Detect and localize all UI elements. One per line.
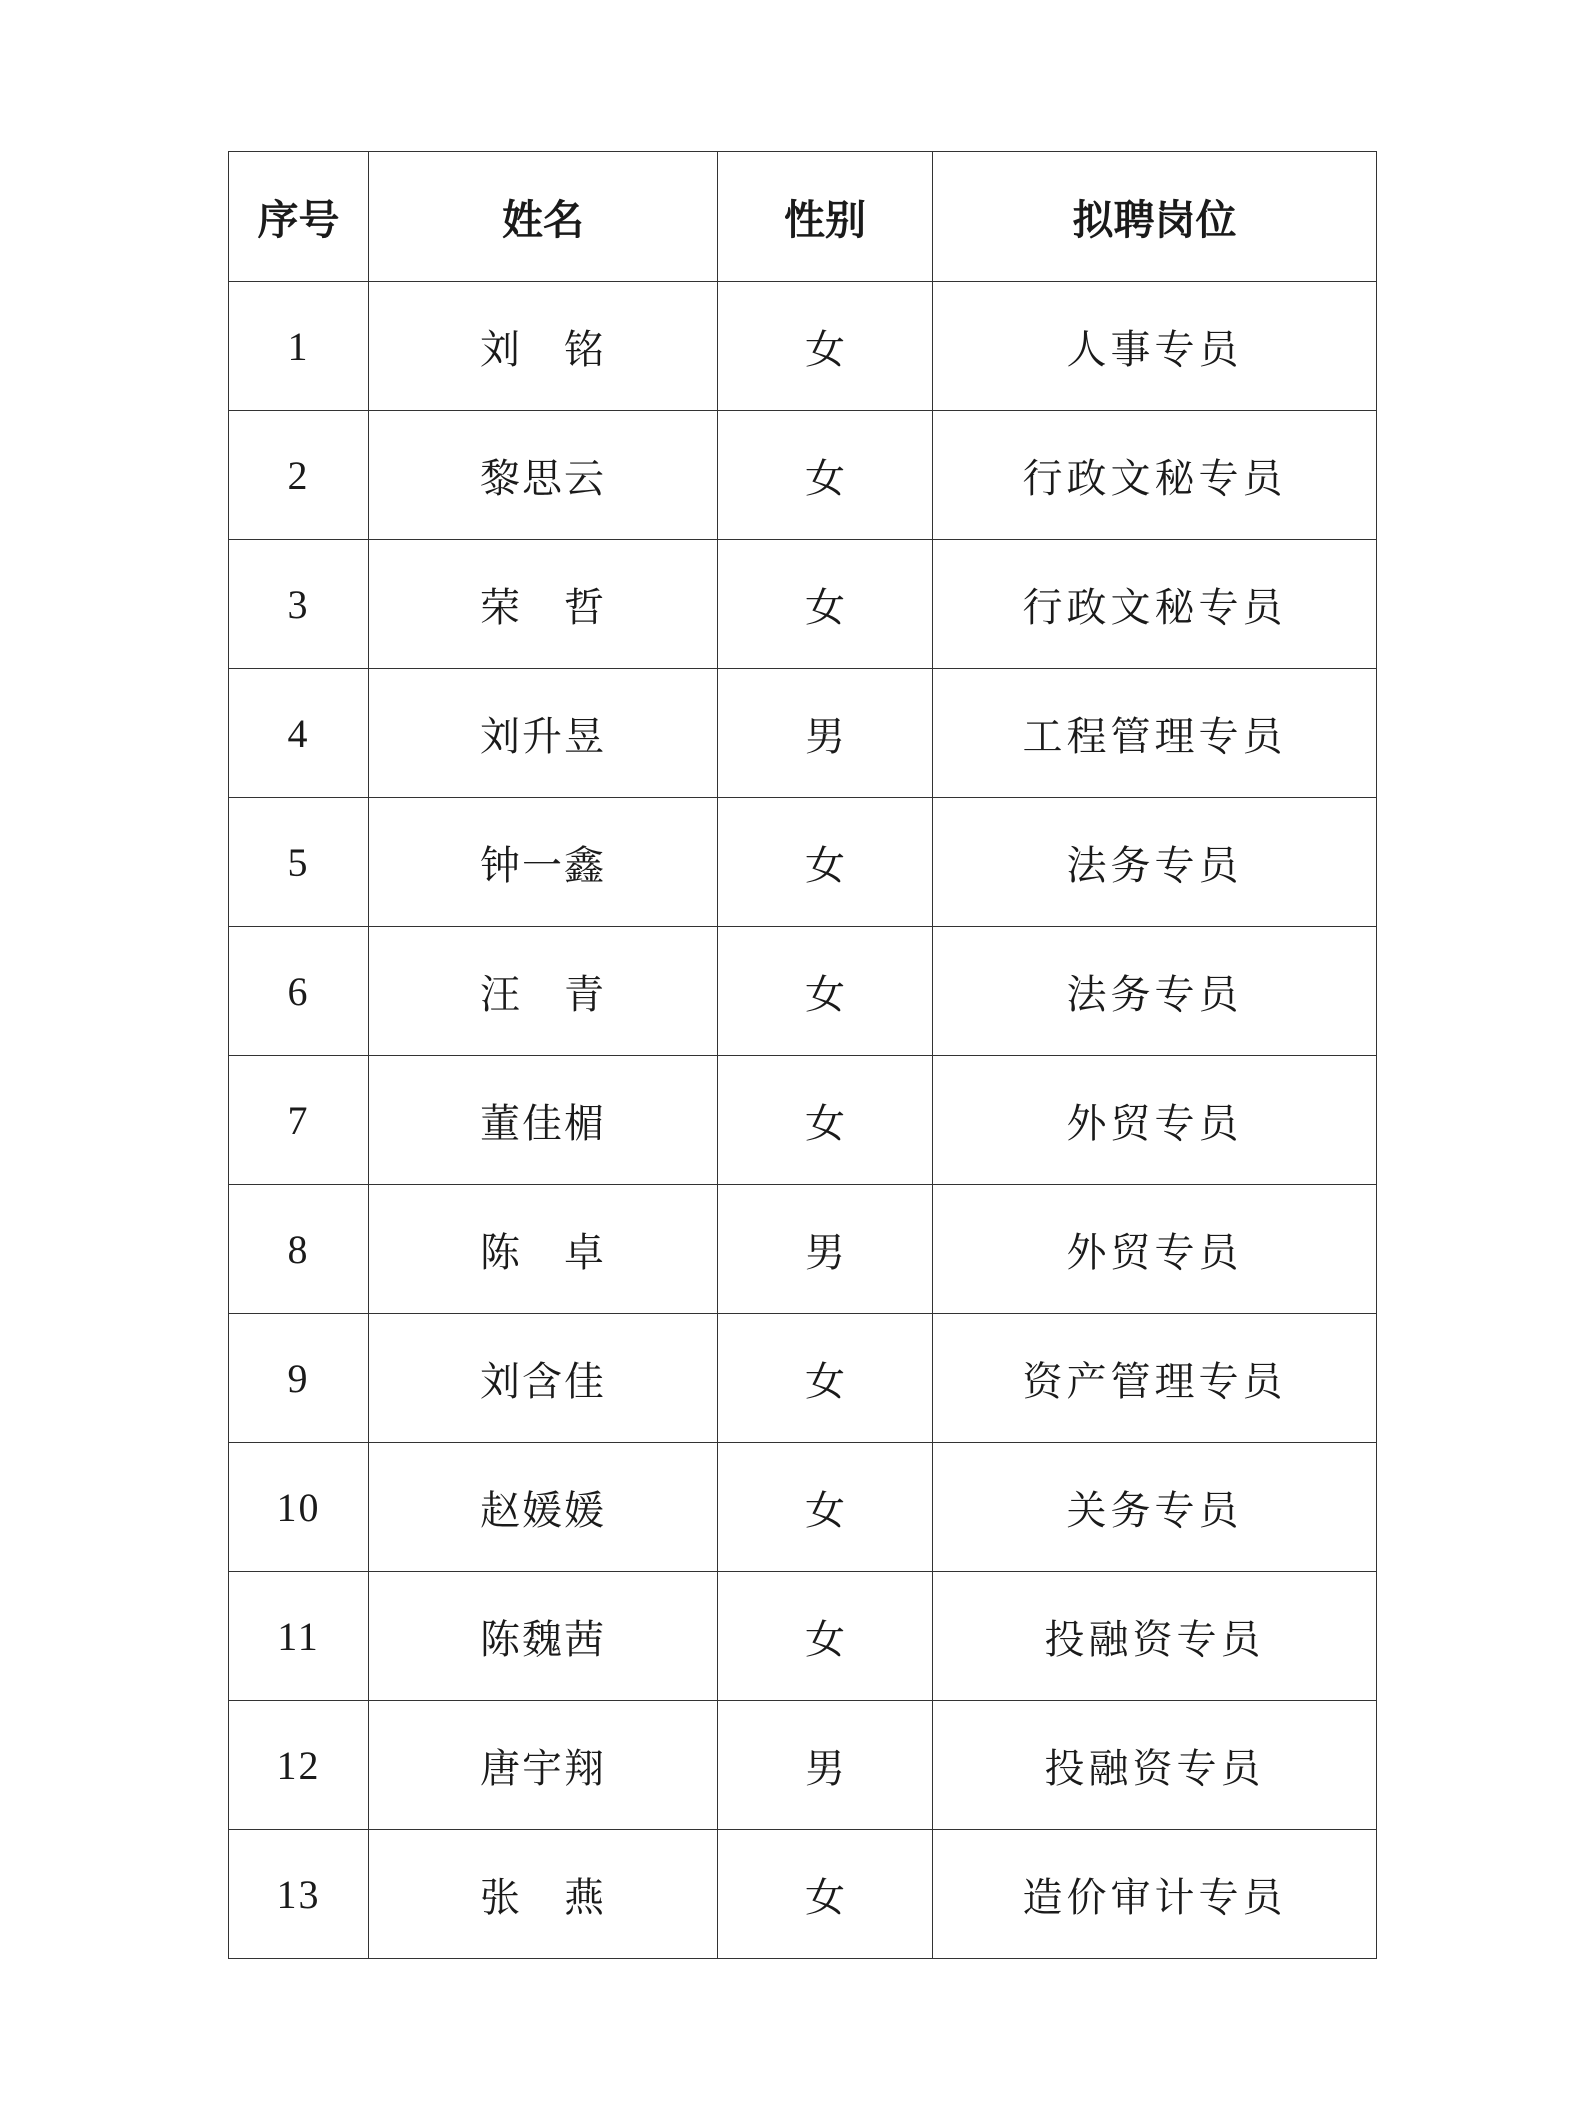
table-row bbox=[229, 282, 1377, 411]
header-post: 拟聘岗位 bbox=[933, 152, 1377, 282]
cell-name: 荣 哲 bbox=[369, 540, 718, 669]
cell-post: 法务专员 bbox=[933, 798, 1377, 927]
cell-name: 刘升昱 bbox=[369, 669, 718, 798]
cell-gender: 女 bbox=[718, 540, 933, 669]
cell-post: 资产管理专员 bbox=[933, 1314, 1377, 1443]
cell-gender: 男 bbox=[718, 1701, 933, 1830]
table-row bbox=[229, 1830, 1377, 1959]
cell-gender: 女 bbox=[718, 1443, 933, 1572]
header-name: 姓名 bbox=[369, 152, 718, 282]
cell-gender: 女 bbox=[718, 1056, 933, 1185]
cell-gender: 女 bbox=[718, 1572, 933, 1701]
hiring-table bbox=[228, 151, 1377, 1959]
cell-no: 8 bbox=[229, 1185, 369, 1314]
cell-post: 造价审计专员 bbox=[933, 1830, 1377, 1959]
table-row bbox=[229, 669, 1377, 798]
table-row bbox=[229, 1701, 1377, 1830]
cell-post: 投融资专员 bbox=[933, 1572, 1377, 1701]
table-row bbox=[229, 1572, 1377, 1701]
cell-no: 10 bbox=[229, 1443, 369, 1572]
table-row bbox=[229, 540, 1377, 669]
cell-no: 5 bbox=[229, 798, 369, 927]
cell-post: 行政文秘专员 bbox=[933, 540, 1377, 669]
cell-post: 外贸专员 bbox=[933, 1185, 1377, 1314]
cell-no: 11 bbox=[229, 1572, 369, 1701]
document-page bbox=[228, 151, 1376, 1959]
cell-no: 6 bbox=[229, 927, 369, 1056]
table-row bbox=[229, 1314, 1377, 1443]
cell-name: 钟一鑫 bbox=[369, 798, 718, 927]
cell-post: 人事专员 bbox=[933, 282, 1377, 411]
cell-post: 外贸专员 bbox=[933, 1056, 1377, 1185]
cell-post: 行政文秘专员 bbox=[933, 411, 1377, 540]
cell-name: 汪 青 bbox=[369, 927, 718, 1056]
cell-name: 刘 铭 bbox=[369, 282, 718, 411]
table-row bbox=[229, 1443, 1377, 1572]
table-row bbox=[229, 1056, 1377, 1185]
cell-no: 2 bbox=[229, 411, 369, 540]
cell-no: 13 bbox=[229, 1830, 369, 1959]
cell-no: 3 bbox=[229, 540, 369, 669]
cell-name: 董佳楣 bbox=[369, 1056, 718, 1185]
cell-no: 7 bbox=[229, 1056, 369, 1185]
cell-gender: 女 bbox=[718, 411, 933, 540]
cell-name: 陈 卓 bbox=[369, 1185, 718, 1314]
cell-name: 赵媛媛 bbox=[369, 1443, 718, 1572]
cell-post: 关务专员 bbox=[933, 1443, 1377, 1572]
table-row bbox=[229, 798, 1377, 927]
cell-name: 张 燕 bbox=[369, 1830, 718, 1959]
cell-gender: 女 bbox=[718, 1314, 933, 1443]
cell-name: 黎思云 bbox=[369, 411, 718, 540]
cell-name: 唐宇翔 bbox=[369, 1701, 718, 1830]
cell-gender: 女 bbox=[718, 282, 933, 411]
cell-no: 1 bbox=[229, 282, 369, 411]
cell-post: 工程管理专员 bbox=[933, 669, 1377, 798]
header-gender: 性别 bbox=[718, 152, 933, 282]
table-row bbox=[229, 927, 1377, 1056]
header-no: 序号 bbox=[229, 152, 369, 282]
cell-post: 法务专员 bbox=[933, 927, 1377, 1056]
cell-no: 9 bbox=[229, 1314, 369, 1443]
cell-gender: 女 bbox=[718, 1830, 933, 1959]
cell-post: 投融资专员 bbox=[933, 1701, 1377, 1830]
table-row bbox=[229, 1185, 1377, 1314]
cell-gender: 女 bbox=[718, 798, 933, 927]
cell-name: 刘含佳 bbox=[369, 1314, 718, 1443]
cell-name: 陈魏茜 bbox=[369, 1572, 718, 1701]
table-row bbox=[229, 411, 1377, 540]
cell-gender: 男 bbox=[718, 1185, 933, 1314]
cell-gender: 男 bbox=[718, 669, 933, 798]
cell-gender: 女 bbox=[718, 927, 933, 1056]
cell-no: 12 bbox=[229, 1701, 369, 1830]
table-header-row bbox=[229, 152, 1377, 282]
cell-no: 4 bbox=[229, 669, 369, 798]
